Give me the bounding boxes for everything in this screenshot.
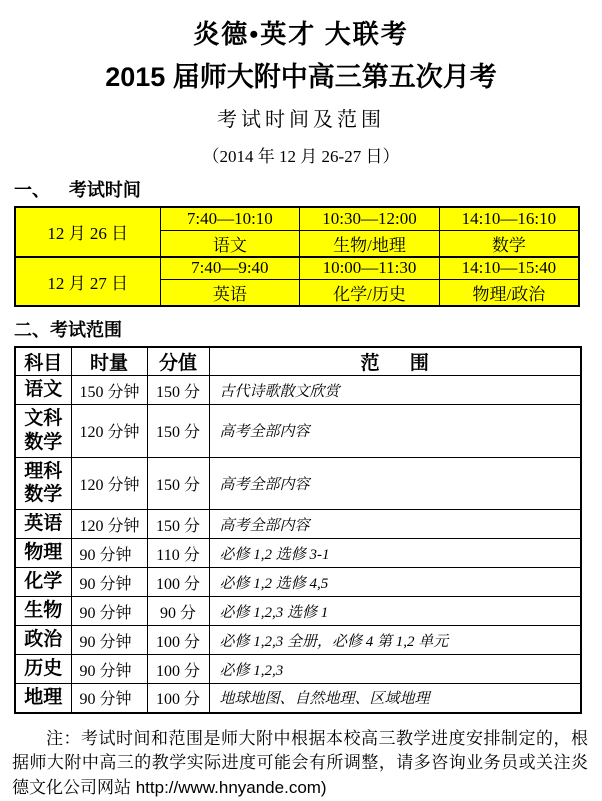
subject-cell: 地理 [15, 684, 71, 713]
subject-cell: 语文 [15, 376, 71, 405]
duration-cell: 90 分钟 [71, 597, 147, 626]
scope-table-row [15, 626, 581, 655]
duration-cell: 90 分钟 [71, 655, 147, 684]
column-header-subject: 科目 [15, 347, 71, 376]
score-cell: 100 分 [147, 684, 209, 713]
scope-table-row [15, 684, 581, 713]
scope-table-row [15, 457, 581, 510]
section-time-label: 考试时间 [68, 180, 141, 200]
scope-table-row [15, 510, 581, 539]
subject-cell: 数学 [439, 230, 579, 257]
scope-table-row [15, 568, 581, 597]
score-cell: 100 分 [147, 626, 209, 655]
scope-table-row [15, 597, 581, 626]
score-cell: 100 分 [147, 655, 209, 684]
column-header-score: 分值 [147, 347, 209, 376]
subject-cell: 化学/历史 [300, 280, 440, 307]
exam-scope-table [14, 346, 582, 714]
scope-table-header-row [15, 347, 581, 376]
footer-note: 注：考试时间和范围是师大附中根据本校高三教学进度安排制定的，根据师大附中高三的教学实际进度可能会有所调整，请多咨询业务员或关注炎德文化公司网站 http://www.hnyande.com) [12, 728, 588, 798]
scope-cell: 古代诗歌散文欣赏 [209, 376, 581, 405]
scope-table-row [15, 405, 581, 458]
score-cell: 90 分 [147, 597, 209, 626]
section-time-number: 一、 [14, 180, 50, 200]
scope-cell: 高考全部内容 [209, 457, 581, 510]
subject-cell: 文科数学 [15, 405, 71, 458]
subject-cell: 历史 [15, 655, 71, 684]
scope-cell: 高考全部内容 [209, 510, 581, 539]
time-cell: 7:40—10:10 [160, 207, 300, 230]
scope-table-row [15, 655, 581, 684]
subject-cell: 物理/政治 [439, 280, 579, 307]
score-cell: 110 分 [147, 539, 209, 568]
scope-cell: 必修 1,2 选修 4,5 [209, 568, 581, 597]
duration-cell: 90 分钟 [71, 684, 147, 713]
scope-cell: 必修 1,2,3 选修 1 [209, 597, 581, 626]
column-header-duration: 时量 [71, 347, 147, 376]
subject-cell: 生物 [15, 597, 71, 626]
scope-cell: 必修 1,2,3 [209, 655, 581, 684]
subject-cell: 英语 [160, 280, 300, 307]
score-cell: 150 分 [147, 376, 209, 405]
scope-table-row [15, 376, 581, 405]
subject-cell: 物理 [15, 539, 71, 568]
duration-cell: 150 分钟 [71, 376, 147, 405]
date-cell: 12 月 27 日 [15, 257, 160, 307]
duration-cell: 120 分钟 [71, 457, 147, 510]
exam-time-table [14, 206, 580, 307]
time-cell: 7:40—9:40 [160, 257, 300, 280]
duration-cell: 90 分钟 [71, 568, 147, 597]
subject-cell: 语文 [160, 230, 300, 257]
scope-cell: 高考全部内容 [209, 405, 581, 458]
scope-table-row [15, 539, 581, 568]
subject-cell: 英语 [15, 510, 71, 539]
time-cell: 14:10—15:40 [439, 257, 579, 280]
subject-cell: 化学 [15, 568, 71, 597]
time-cell: 10:30—12:00 [300, 207, 440, 230]
score-cell: 150 分 [147, 405, 209, 458]
time-cell: 14:10—16:10 [439, 207, 579, 230]
scope-cell: 地球地图、自然地理、区域地理 [209, 684, 581, 713]
date-cell: 12 月 26 日 [15, 207, 160, 257]
scope-cell: 必修 1,2 选修 3-1 [209, 539, 581, 568]
duration-cell: 120 分钟 [71, 510, 147, 539]
time-table-row [15, 207, 579, 230]
duration-cell: 120 分钟 [71, 405, 147, 458]
column-header-scope: 范围 [209, 347, 581, 376]
section-scope-heading: 二、考试范围 [14, 320, 122, 340]
duration-cell: 90 分钟 [71, 626, 147, 655]
time-table-row [15, 257, 579, 280]
subject-cell: 生物/地理 [300, 230, 440, 257]
duration-cell: 90 分钟 [71, 539, 147, 568]
title-brand: 炎德•英才 大联考 [193, 20, 409, 49]
score-cell: 100 分 [147, 568, 209, 597]
score-cell: 150 分 [147, 510, 209, 539]
score-cell: 150 分 [147, 457, 209, 510]
scope-cell: 必修 1,2,3 全册，必修 4 第 1,2 单元 [209, 626, 581, 655]
section-time-heading [14, 176, 590, 202]
title-date-range: （2014 年 12 月 26-27 日） [202, 147, 400, 166]
time-cell: 10:00—11:30 [300, 257, 440, 280]
title-subtitle: 考试时间及范围 [217, 109, 385, 131]
subject-cell: 理科数学 [15, 457, 71, 510]
subject-cell: 政治 [15, 626, 71, 655]
title-exam-name: 2015 届师大附中高三第五次月考 [105, 62, 497, 92]
